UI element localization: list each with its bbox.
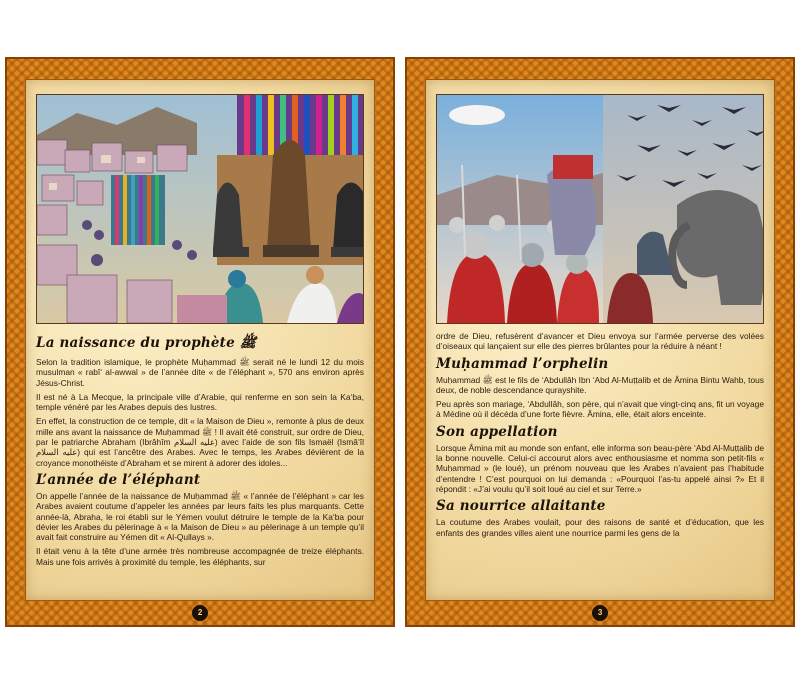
- paragraph: Peu après son mariage, ‘Abdullâh, son père, qui n’avait que vingt-cinq ans, fit un voyage à Médine où il décéda d’une forte fièvre. Âmina, elle, était alors enceinte.: [436, 399, 764, 420]
- section-heading: La naissance du prophète ﷺ: [36, 335, 257, 351]
- section-heading: Sa nourrice allaitante: [436, 498, 606, 515]
- paragraph: Muḥammad ﷺ est le fils de ‘Abdullâh Ibn ‘Abd Al-Muṭṭalib et de Âmina Bintu Wahb, tous deux, de noble descendance qurayshite.: [436, 374, 764, 395]
- paragraph: Lorsque Âmina mit au monde son enfant, elle informa son beau-père ‘Abd Al-Muṭṭalib de la bonne nouvelle. Celui-ci accourut alors avec enthousiasme et nomma son petit-fils « Muḥammad » (le loué), un prénom nouveau que les Arabes n’avaient pas l’habitude d’entendre ! C’est pourquoi on lui demanda : «Pourquoi l’as-tu appelé ainsi ?» Et il répondit : «J’ai voulu qu’il soit loué au ciel et sur Terre.»: [436, 442, 764, 494]
- paragraph: Selon la tradition islamique, le prophète Muḥammad ﷺ serait né le lundi 12 du mois musulman « rabî‘ al-awwal » de l’année dite « de l’éléphant », 570 ans environ après Jésus-Christ.: [36, 357, 364, 388]
- left-page-parchment: [25, 79, 375, 601]
- section-heading: L’année de l’éléphant: [36, 471, 201, 488]
- paragraph: On appelle l’année de la naissance de Muḥammad ﷺ « l’année de l’éléphant » car les Arabes avaient coutume d’appeler les années par leurs faits les plus marquants. Cette année-là, Abraha, le roi établi sur le Yémen voulut détruire le temple de la Ka‘ba pour dévier les Arabes du pèlerinage à « la Maison de Dieu » au pèlerinage à un temple qu’il avait fait construire au Yémen dit « Al-Qullays ».: [36, 490, 364, 543]
- page-number: 2: [189, 602, 212, 625]
- paragraph: En effet, la construction de ce temple, dit « la Maison de Dieu », remonte à plus de deux mille ans avant la naissance de Muḥammad ﷺ ! Il avait été construit, sur ordre de Dieu, par le patriarche Abraham (Ibrâhîm عليه السلام) avec l’aide de son fils Ismaël (Ismâ‘îl عليه السلام) qui est l’ancêtre des Arabes. Avec le temps, les Arabes dévièrent de la croyance monothéiste d’Abraham et se mirent à adorer des idoles...: [36, 416, 365, 468]
- paragraph: Il est né à La Mecque, la principale ville d’Arabie, qui renferme en son sein la Ka‘ba, temple vénéré par les Arabes depuis des lustres.: [36, 391, 364, 413]
- section-heading: Son appellation: [436, 423, 558, 440]
- section-heading: Muḥammad l’orphelin: [436, 355, 609, 372]
- right-text-column: [436, 331, 764, 542]
- paragraph: ordre de Dieu, refusèrent d’avancer et Dieu envoya sur l’armée perverse des volées d’oiseaux qui lançaient sur elle des pierres brûlantes pour la réduire à néant !: [436, 331, 764, 352]
- army-elephants-birds-illustration: [436, 94, 764, 324]
- right-page-parchment: [425, 79, 775, 601]
- paragraph: La coutume des Arabes voulait, pour des raisons de santé et d’éducation, que les enfants des grandes villes aient une nourrice parmi les gens de la: [436, 517, 764, 538]
- paragraph: Il était venu à la tête d’une armée très nombreuse accompagnée de treize éléphants. Mais une fois arrivés à proximité du temple, les éléphants, sur: [36, 546, 364, 567]
- left-page: [5, 57, 395, 627]
- left-text-column: [36, 331, 364, 571]
- mecca-idols-illustration: [36, 94, 364, 324]
- page-number: 3: [589, 602, 612, 625]
- right-page: [405, 57, 795, 627]
